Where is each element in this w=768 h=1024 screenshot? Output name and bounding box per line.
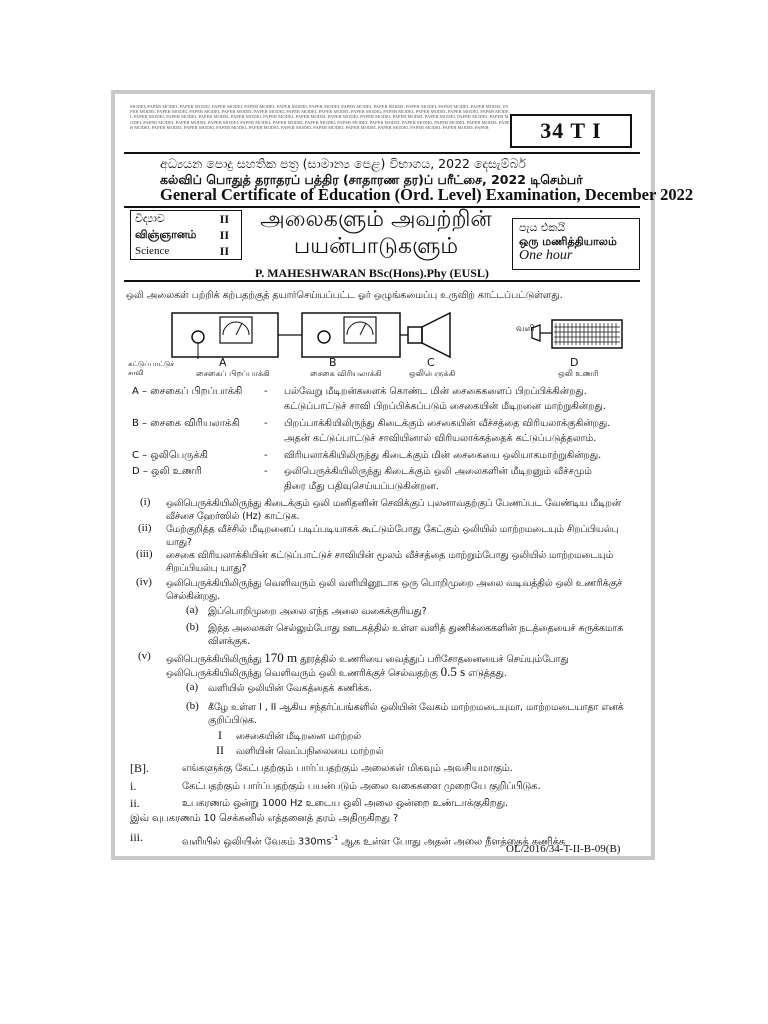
sub-question-text: குறிப்பிடுக. [208,715,257,726]
part-b-item-number: iii. [130,830,144,844]
author-line: P. MAHESHWARAN BSc(Hons).Phy (EUSL) [255,266,489,280]
sub-question-text: கீழே உள்ள I , II ஆகிய சந்தர்ப்பங்களில் ஒலியின் வேகம் மாற்றமடையுமா, மாற்றமடையாதா எனக் [208,702,624,713]
part-b-item-text: இவ் வுபகரணம் 10 செக்கனில் எத்தனைத் தரம் அதிருகிறது ? [130,813,399,824]
sub-question-text: வளியில் ஒலியின் வேகத்தைக் கணிக்க. [208,683,373,694]
caption-b: சைகை விரியலாக்கி [310,369,382,378]
def-dash: - [264,386,268,397]
caption-c: ஒலிபெருக்கி [409,369,456,378]
subject-box [130,210,242,260]
def-dash: - [264,466,268,477]
control-knob-icon [192,331,204,343]
caption-switch: கட்டுப்பாட்டுச் சாவி [128,360,175,377]
case-number: II [216,743,224,757]
def-dash: - [264,418,268,429]
def-desc: விரியலாக்கியிலிருந்து கிடைக்கும் மின் சைகையை ஒலியாகமாற்றுகின்றது. [284,450,602,461]
question-text: ஒலிபெருக்கியிலிருந்து வெளிவரும் ஒலி வளியினூடாக ஒரு பொறிமுறை அலை வடிவத்தில் ஒலி உணரிக்குச் [166,578,623,589]
def-term: B – சைகை விரியலாக்கி [132,418,240,429]
question-text: ஒலிபெருக்கியிலிருந்து 170 m தூரத்தில் உணரியை வைத்துப் பரிசோதனையைச் செய்யும்போது [166,650,569,665]
def-desc: திரை மீது பதிவுசெய்யப்படுகின்றன. [284,481,439,492]
header-sinhala: අධ්‍යයන පොදු සහතික පත්‍ර (සාමාන්‍ය පෙළ) විභාගය, 2022 දෙසැම්බර් [160,156,526,171]
meter-a-icon [220,317,252,343]
label-b: B [329,356,337,369]
sub-question-text: விளக்குக. [208,636,251,647]
label-air: வளி [516,324,535,334]
amplifier-box [302,313,400,357]
question-text: செல்கின்றது. [166,591,221,602]
paper-code: 34 T I [510,114,632,148]
sub-question-number: (a) [186,681,199,693]
part-b-item-text: உபகரணம் ஒன்று 1000 Hz உடைய ஒலி அலை ஒன்றை உண்டாக்குகிறது. [182,798,509,809]
case-text: வளியின் வெப்பநிலையை மாற்றல் [236,746,384,757]
def-desc: பிறப்பாக்கியிலிருந்து கிடைக்கும் சைகையின் வீச்சத்தை விரியலாக்குகின்றது. [284,418,611,429]
def-desc: கட்டுப்பாட்டுச் சாவி பிறப்பிக்கப்படும் சைகையின் மீடிறனை மாற்றுகின்றது. [284,401,606,412]
def-term: C – ஒலிபெருக்கி [132,450,208,461]
subject-row: විද්‍යාව II [135,212,229,226]
meter-b-icon [344,317,376,343]
speaker-cone-icon [422,313,450,357]
sub-question-number: (b) [186,700,199,712]
time-box: පැය එකයි ஒரு மணித்தியாலம் One hour [512,218,640,270]
sub-question-text: இப்பொறிமுறை அலை எந்த அலை வகைக்குரியது? [208,606,427,617]
part-b-item-number: i. [130,779,137,793]
question-text: சிறப்பியல்பு யாது? [166,563,247,574]
part-b-item-number: ii. [130,796,140,810]
def-desc: பல்வேறு மீடிறன்களைக் கொண்ட மின் சைகைகளைப் பிறப்பிக்கின்றது. [284,386,587,397]
question-number: (i) [140,496,151,508]
rule-bottom [124,280,640,282]
part-b-item-text: கேட்பதற்கும் பார்ப்பதற்கும் பயன்படும் அலை வகைகளை முறையே குறிப்பிடுக. [182,781,541,792]
part-b-item-text: வளியில் ஒலியின் வேகம் $330ms^{-1}$ ஆக உள்ள போது அதன் அலை நீளத்தைக் கணிக்க [182,834,566,848]
question-text: வீச்சை ஹேர்ஸில் (Hz) காட்டுக. [166,511,300,522]
header-tamil: கல்விப் பொதுத் தராதரப் பத்திர (சாதாரண தர)ப் பரீட்சை, 2022 டிசெம்பர் [160,172,583,187]
footer-code: OL/2016/34-T-II-B-09(B) [506,843,621,855]
question-text: யாது? [166,537,192,548]
amplifier-knob-icon [318,331,330,343]
sound-sensor-screen [552,320,622,348]
signal-generator-box [172,313,278,357]
label-a: A [219,356,227,369]
caption-a: சைகைப் பிறப்பாக்கி [196,369,270,378]
def-desc: அதன் கட்டுப்பாட்டுச் சாவியினால் விரியலாக்கத்தைக் கட்டுப்படுத்தலாம். [284,433,597,444]
def-dash: - [264,450,268,461]
subject-row: விஞ்ஞானம் II [135,228,229,242]
question-text: ஒலிபெருக்கியிலிருந்து கிடைக்கும் ஒலி மனிதனின் செவிக்குப் புலனாவதற்குப் பேணப்பட வேண்டிய மீடிறன் [166,498,621,509]
case-text: சைகையின் மீடிறனை மாற்றல் [236,731,361,742]
header-english: General Certificate of Education (Ord. Level) Examination, December 2022 [160,185,694,204]
page-title: அலைகளும் அவற்றின் பயன்பாடுகளும் [260,207,492,259]
watermark-text: MODEL PAPER MODEL PAPER MODEL PAPER MODEL PAPER MODEL PAPER MODEL PAPER MODEL PAPER MODEL PAPER MODEL PAPER MODEL PAPER MODEL PAPER MODEL PAPER MODEL PAPER MODEL PAPER MODEL PAPER MODEL PAPER MODEL PAPER MODEL PAPER MODEL PAPER MODEL PAPER MODEL PAPER MODEL PAPER MODEL PAPER MODEL PAPER MODEL PAPER MODEL PAPER MODEL PAPER MODEL PAPER MODEL PAPER MODEL PAPER MODEL PAPER MODEL PAPER MODEL PAPER MODEL PAPER MODEL PAPER MODEL PAPER MODEL PAPER MODEL PAPER MODEL PAPER MODEL PAPER MODEL PAPER MODEL PAPER MODEL PAPER MODEL PAPER MODEL PAPER MODEL PAPER MODEL PAPER MODEL PAPER MODEL PAPER MODEL PAPER MODEL PAPER MODEL PAPER MODEL PAPER MODEL PAPER MODEL PAPER MODEL PAPER MODEL PAPER MODEL PAPER [130,104,510,130]
rule-top [124,152,640,154]
question-text: சைகை விரியலாக்கியின் கட்டுப்பாட்டுச் சாவியின் மூலம் வீச்சத்தை மாற்றும்போது ஒலியில் மாற்றமடையும் [166,550,614,561]
sub-question-number: (a) [186,604,199,616]
case-number: I [218,728,222,742]
part-b-heading: எங்களுக்கு கேட்பதற்கும் பார்ப்பதற்கும் அலைகள் மிகவும் அவசியமாகும். [182,763,513,774]
speaker-body-icon [408,327,422,343]
question-number: (ii) [138,522,152,534]
def-term: A – சைகைப் பிறப்பாக்கி [132,386,243,397]
label-d: D [570,356,579,369]
question-number: (v) [138,650,151,662]
subject-row: Science II [135,244,229,258]
question-text: மேற்குறித்த வீச்சில் மீடிறனைப் படிப்படியாகக் கூட்டும்போது கேட்கும் ஒலியில் மாற்றமடையும் சிறப்பியல்பு [166,524,619,535]
part-b-number: [B]. [130,761,149,775]
caption-d: ஒலி உணரி [558,369,599,378]
sub-question-number: (b) [186,621,199,633]
label-c: C [427,356,435,369]
intro-text: ஒலி அலைகள் பற்றிக் கற்பதற்குத் தயார்செய்யப்பட்ட ஓர் ஒழுங்கமைப்பு உருவிற் காட்டப்பட்டுள்ளது. [126,290,563,301]
question-text: ஒலிபெருக்கியிலிருந்து வெளிவரும் ஒலி உணரிக்குச் செல்வதற்கு 0.5 s எடுத்தது. [166,664,507,679]
sub-question-text: இந்த அலைகள் செல்லும்போது ஊடகத்தில் உள்ள வளித் துணிக்கைகளின் நடத்தையைச் சுருக்கமாக [208,623,624,634]
def-desc: ஒலிபெருக்கியிலிருந்து கிடைக்கும் ஒலி அலைகளின் மீடிறனும் வீச்சமும் [284,466,592,477]
question-number: (iv) [136,576,152,588]
def-term: D – ஒலி உணரி [132,466,202,477]
question-number: (iii) [136,548,153,560]
